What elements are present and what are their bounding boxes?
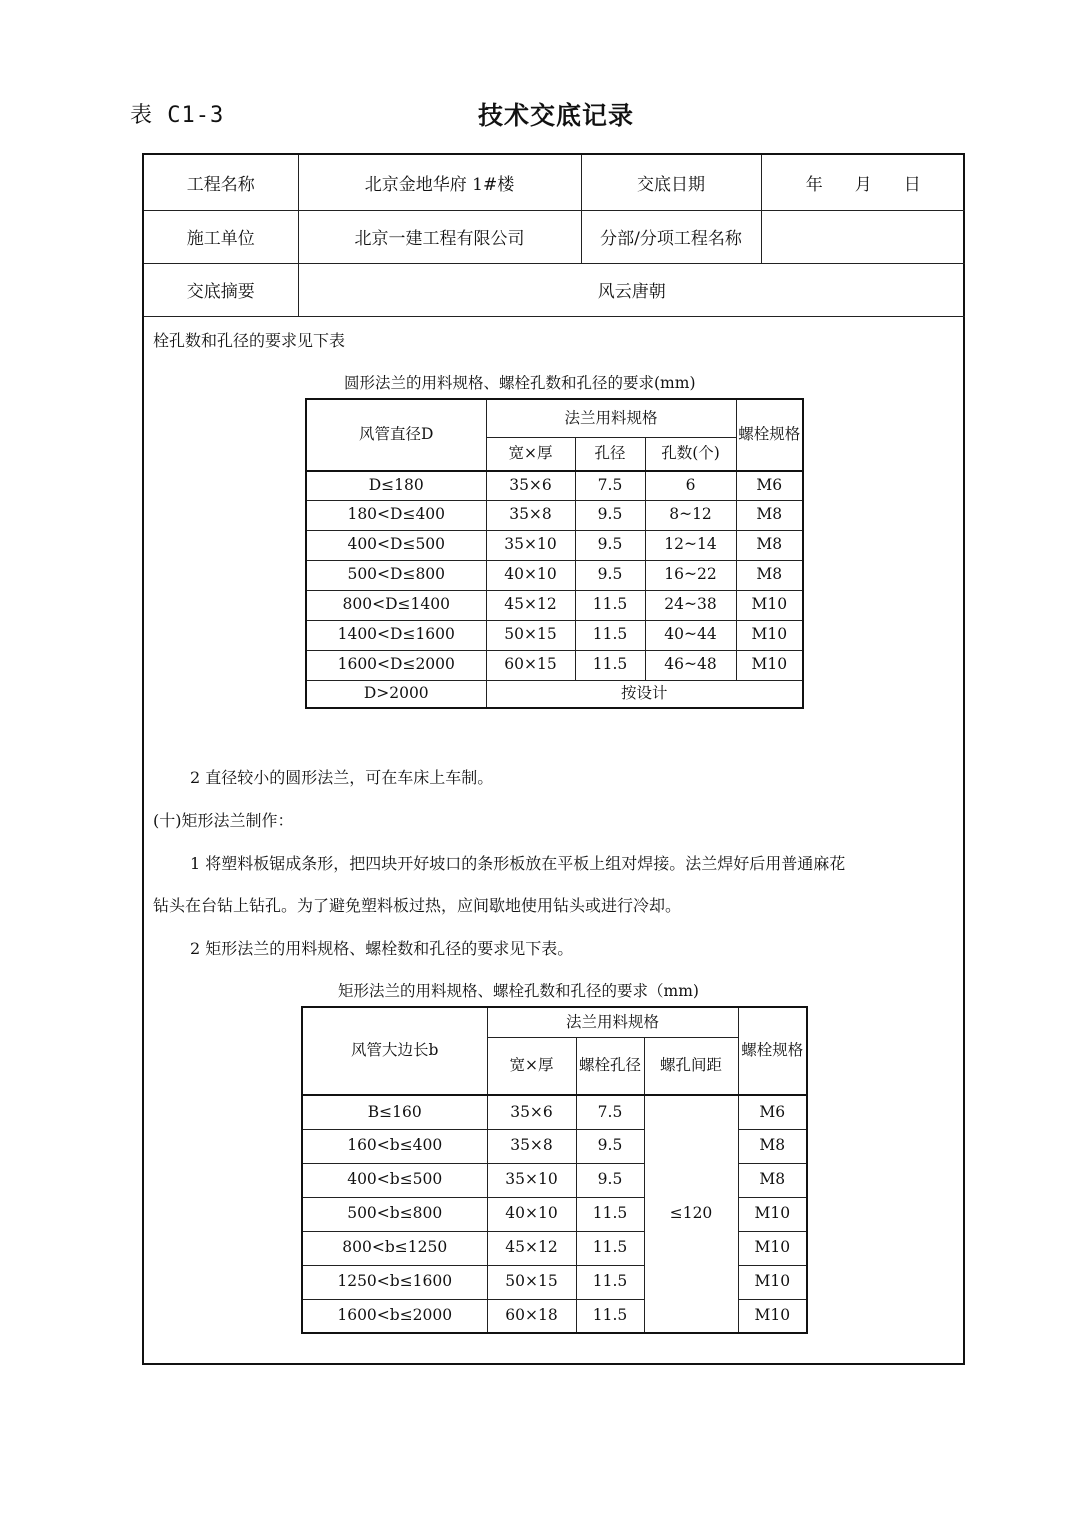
header-table [144,155,965,317]
col-diameter-header: 风管直径D [306,399,486,471]
spacing-cell: ≤120 [644,1095,738,1333]
hole-cell: 9.5 [576,1129,644,1163]
bolt-cell: M10 [738,1231,807,1265]
hole-cell: 9.5 [575,500,645,530]
size-cell: 45×12 [487,1231,576,1265]
range-cell: D≤180 [306,471,486,500]
size-cell: 35×8 [486,500,575,530]
count-cell: 6 [645,471,736,500]
size-cell: 35×10 [487,1163,576,1197]
col-size-header: 宽×厚 [487,1037,576,1095]
paragraph-rect-flange-line1: 1 将塑料板锯成条形，把四块开好坡口的条形板放在平板上组对焊接。法兰焊好后用普通麻花 [190,854,846,873]
range-cell: 180<D≤400 [306,500,486,530]
col-bolt-header: 螺栓规格 [738,1007,807,1095]
range-cell: 1400<D≤1600 [306,620,486,650]
contractor-label: 施工单位 [144,210,298,263]
hole-cell: 7.5 [575,471,645,500]
table-row [306,530,803,560]
col-count-header: 孔数(个) [645,437,736,471]
col-side-header: 风管大边长b [302,1007,487,1095]
count-cell: 16~22 [645,560,736,590]
size-cell: 35×6 [486,471,575,500]
hole-cell: 11.5 [575,590,645,620]
hole-cell: 11.5 [576,1231,644,1265]
subproject-value [761,210,965,263]
count-cell: 8~12 [645,500,736,530]
paragraph-rect-table-intro: 2 矩形法兰的用料规格、螺栓数和孔径的要求见下表。 [190,939,574,958]
range-cell: 1600<D≤2000 [306,650,486,680]
table-row [306,680,803,708]
table-row [306,620,803,650]
size-cell: 60×15 [486,650,575,680]
size-cell: 60×18 [487,1299,576,1333]
size-cell: 40×10 [487,1197,576,1231]
size-cell: 50×15 [487,1265,576,1299]
table-row [302,1095,807,1129]
range-cell: D>2000 [306,680,486,708]
paragraph-rect-flange-line2: 钻头在台钻上钻孔。为了避免塑料板过热，应间歇地使用钻头或进行冷却。 [153,896,682,915]
col-bolt-header: 螺栓规格 [736,399,803,471]
date-label: 交底日期 [581,155,761,210]
summary-value: 风云唐朝 [298,263,965,316]
round-flange-table [305,398,804,709]
range-cell: 400<b≤500 [302,1163,487,1197]
bolt-cell: M8 [736,500,803,530]
range-cell: 1600<b≤2000 [302,1299,487,1333]
col-hole-header: 螺栓孔径 [576,1037,644,1095]
table-row [306,590,803,620]
col-hole-header: 孔径 [575,437,645,471]
col-size-header: 宽×厚 [486,437,575,471]
bolt-cell: M8 [738,1129,807,1163]
project-name-label: 工程名称 [144,155,298,210]
contractor-value: 北京一建工程有限公司 [298,210,581,263]
size-cell: 40×10 [486,560,575,590]
design-note-cell: 按设计 [486,680,803,708]
range-cell: 800<D≤1400 [306,590,486,620]
hole-cell: 11.5 [575,650,645,680]
date-month: 月 [854,174,872,195]
col-group-header: 法兰用料规格 [486,399,736,437]
count-cell: 24~38 [645,590,736,620]
size-cell: 35×6 [487,1095,576,1129]
table-row [306,650,803,680]
size-cell: 45×12 [486,590,575,620]
col-spacing-header: 螺孔间距 [644,1037,738,1095]
range-cell: 160<b≤400 [302,1129,487,1163]
project-name-value: 北京金地华府 1#楼 [298,155,581,210]
hole-cell: 7.5 [576,1095,644,1129]
hole-cell: 11.5 [576,1265,644,1299]
table-row [306,471,803,500]
count-cell: 40~44 [645,620,736,650]
paragraph-small-flange: 2 直径较小的圆形法兰，可在车床上车制。 [190,768,494,787]
bolt-cell: M6 [738,1095,807,1129]
bolt-cell: M8 [736,560,803,590]
bolt-cell: M10 [736,650,803,680]
size-cell: 35×10 [486,530,575,560]
bolt-cell: M8 [738,1163,807,1197]
subproject-label: 分部/分项工程名称 [581,210,761,263]
bolt-cell: M10 [738,1197,807,1231]
count-cell: 46~48 [645,650,736,680]
hole-cell: 11.5 [576,1197,644,1231]
date-year: 年 [805,174,823,195]
bolt-cell: M10 [738,1299,807,1333]
hole-cell: 9.5 [576,1163,644,1197]
size-cell: 50×15 [486,620,575,650]
bolt-cell: M10 [736,590,803,620]
range-cell: 500<D≤800 [306,560,486,590]
range-cell: 400<D≤500 [306,530,486,560]
range-cell: B≤160 [302,1095,487,1129]
range-cell: 1250<b≤1600 [302,1265,487,1299]
date-value [761,155,965,210]
bolt-cell: M10 [738,1265,807,1299]
intro-text: 栓孔数和孔径的要求见下表 [153,331,346,350]
table-row [306,500,803,530]
summary-label: 交底摘要 [144,263,298,316]
col-group-header: 法兰用料规格 [487,1007,738,1037]
document-title: 技术交底记录 [478,101,635,130]
form-code: 表 C1-3 [130,103,225,128]
round-table-caption: 圆形法兰的用料规格、螺栓孔数和孔径的要求(mm) [344,374,696,392]
rect-flange-table [301,1006,808,1334]
bolt-cell: M10 [736,620,803,650]
count-cell: 12~14 [645,530,736,560]
hole-cell: 11.5 [575,620,645,650]
range-cell: 500<b≤800 [302,1197,487,1231]
hole-cell: 9.5 [575,560,645,590]
hole-cell: 9.5 [575,530,645,560]
rect-table-caption: 矩形法兰的用料规格、螺栓孔数和孔径的要求（mm) [338,982,699,1000]
date-day: 日 [903,174,921,195]
bolt-cell: M6 [736,471,803,500]
section-heading-rect-flange: (十)矩形法兰制作： [153,811,294,830]
hole-cell: 11.5 [576,1299,644,1333]
table-row [306,560,803,590]
range-cell: 800<b≤1250 [302,1231,487,1265]
size-cell: 35×8 [487,1129,576,1163]
bolt-cell: M8 [736,530,803,560]
